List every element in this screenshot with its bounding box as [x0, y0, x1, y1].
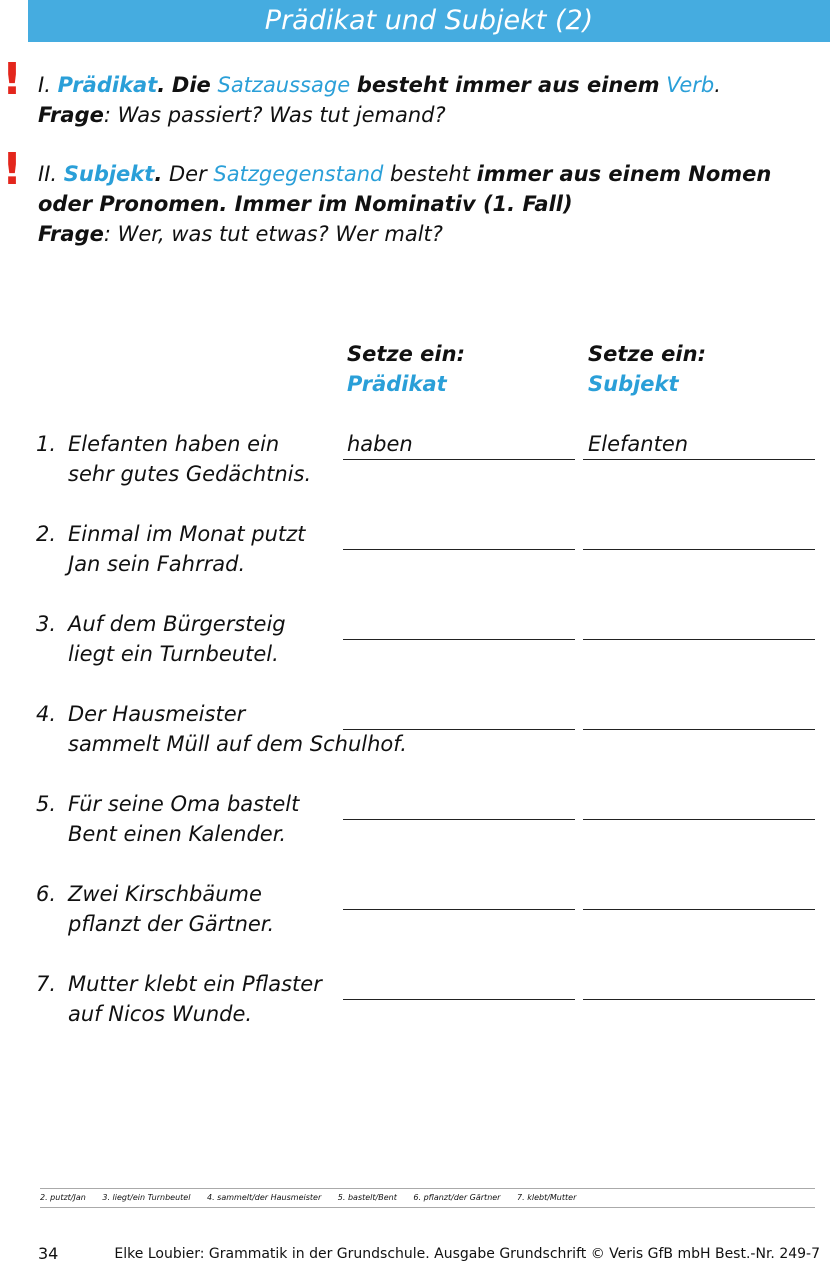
answer-praedikat: haben: [347, 432, 413, 456]
answer-key-item: 6. pflanzt/der Gärtner: [413, 1193, 501, 1202]
exercise-row: [0, 789, 832, 853]
sentence-line-1: Einmal im Monat putzt: [68, 522, 306, 546]
answer-key-item: 2. putzt/Jan: [40, 1193, 86, 1202]
answer-line-praedikat[interactable]: [343, 999, 575, 1000]
rule-praedikat: [38, 70, 818, 130]
column-header-praedikat: [347, 339, 465, 399]
sentence-line-1: Mutter klebt ein Pflaster: [68, 972, 322, 996]
sentence-line-1: Auf dem Bürgersteig: [68, 612, 286, 636]
sentence-line-1: Elefanten haben ein: [68, 432, 280, 456]
answer-line-subjekt[interactable]: [583, 999, 815, 1000]
answer-line-subjekt[interactable]: [583, 819, 815, 820]
footer-credits: Elke Loubier: Grammatik in der Grundschule. Ausgabe Grundschrift © Veris GfB mbH Best.-Nr. 249-7: [114, 1246, 820, 1262]
column-label: Prädikat: [347, 372, 447, 396]
sentence-line-2: sammelt Müll auf dem Schulhof.: [68, 732, 407, 756]
exercise-number: 3.: [36, 612, 57, 636]
frage-label: Frage: [38, 222, 104, 246]
answer-line-praedikat[interactable]: [343, 639, 575, 640]
exercise-row: [0, 429, 832, 493]
sentence-line-2: pflanzt der Gärtner.: [68, 912, 275, 936]
rule-term: Subjekt: [63, 162, 155, 186]
answer-line-subjekt[interactable]: [583, 729, 815, 730]
rule-word: Die: [171, 73, 211, 97]
column-header-subjekt: [588, 339, 706, 399]
answer-key-item: 4. sammelt/der Hausmeister: [207, 1193, 322, 1202]
answer-key-item: 5. bastelt/Bent: [337, 1193, 397, 1202]
rule-term: Prädikat: [57, 73, 158, 97]
frage-text: : Wer, was tut etwas? Wer malt?: [103, 222, 443, 246]
answer-line-praedikat[interactable]: [343, 549, 575, 550]
page-title: Prädikat und Subjekt (2): [28, 0, 830, 42]
answer-line-praedikat[interactable]: [343, 459, 575, 460]
exercise-row: [0, 519, 832, 583]
rule-numeral: II.: [38, 162, 58, 186]
exercise-row: [0, 879, 832, 943]
sentence-line-1: Zwei Kirschbäume: [68, 882, 262, 906]
frage-label: Frage: [38, 103, 104, 127]
exclamation-icon: !: [2, 54, 23, 105]
rule-word: Der: [168, 162, 207, 186]
exercise-number: 4.: [36, 702, 57, 726]
sentence-line-1: Für seine Oma bastelt: [68, 792, 300, 816]
rule-end: .: [714, 73, 721, 97]
answer-line-subjekt[interactable]: [583, 549, 815, 550]
rule-german-term: Satzgegenstand: [213, 162, 384, 186]
rule-numeral: I.: [38, 73, 51, 97]
rule-line-2: oder Pronomen. Immer im Nominativ (1. Fall): [38, 192, 573, 216]
answer-key: [40, 1188, 815, 1208]
answer-key-item: 7. klebt/Mutter: [517, 1193, 577, 1202]
rule-dot: .: [157, 73, 166, 97]
exercise-row: [0, 969, 832, 1033]
exercise-number: 6.: [36, 882, 57, 906]
sentence-line-2: Jan sein Fahrrad.: [68, 552, 246, 576]
rule-verb: Verb: [666, 73, 715, 97]
rule-text-bold: immer aus einem Nomen: [476, 162, 772, 186]
rule-dot: .: [154, 162, 163, 186]
answer-line-praedikat[interactable]: [343, 819, 575, 820]
sentence-line-1: Der Hausmeister: [68, 702, 246, 726]
column-instruction: Setze ein:: [588, 342, 706, 366]
sentence-line-2: auf Nicos Wunde.: [68, 1002, 253, 1026]
answer-line-subjekt[interactable]: [583, 909, 815, 910]
exercise-number: 2.: [36, 522, 57, 546]
exercise-number: 1.: [36, 432, 57, 456]
rule-text: besteht immer aus einem: [356, 73, 660, 97]
answer-line-subjekt[interactable]: [583, 459, 815, 460]
answer-subjekt: Elefanten: [588, 432, 689, 456]
answer-key-item: 3. liegt/ein Turnbeutel: [102, 1193, 191, 1202]
sentence-line-2: Bent einen Kalender.: [68, 822, 287, 846]
answer-line-subjekt[interactable]: [583, 639, 815, 640]
rule-german-term: Satzaussage: [217, 73, 351, 97]
column-label: Subjekt: [588, 372, 679, 396]
answer-line-praedikat[interactable]: [343, 729, 575, 730]
rule-text: besteht: [390, 162, 470, 186]
exercise-row: [0, 609, 832, 673]
rule-subjekt: [38, 159, 818, 249]
sentence-line-2: sehr gutes Gedächtnis.: [68, 462, 312, 486]
column-instruction: Setze ein:: [347, 342, 465, 366]
sentence-line-2: liegt ein Turnbeutel.: [68, 642, 279, 666]
exclamation-icon: !: [2, 144, 23, 195]
exercise-row: [0, 699, 832, 763]
answer-line-praedikat[interactable]: [343, 909, 575, 910]
exercise-number: 5.: [36, 792, 57, 816]
frage-text: : Was passiert? Was tut jemand?: [103, 103, 446, 127]
exercise-number: 7.: [36, 972, 57, 996]
page-number: 34: [38, 1244, 59, 1263]
